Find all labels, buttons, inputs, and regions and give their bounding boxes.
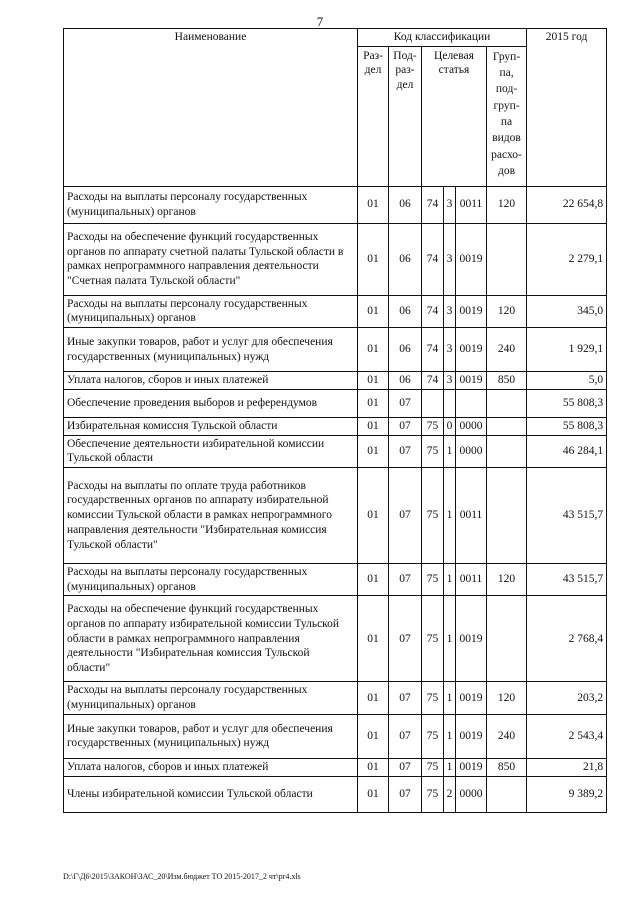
cell-t2: 3 [444, 186, 456, 223]
cell-razdel: 01 [358, 389, 389, 417]
cell-razdel: 01 [358, 435, 389, 467]
cell-vr [487, 417, 527, 435]
cell-name: Расходы на выплаты персоналу государственных (муниципальных) органов [64, 682, 358, 714]
cell-t3: 0011 [456, 186, 487, 223]
cell-t3 [456, 389, 487, 417]
cell-vr: 120 [487, 186, 527, 223]
table-row [64, 295, 607, 327]
cell-t3: 0019 [456, 596, 487, 682]
cell-podrazdel: 07 [389, 468, 422, 564]
cell-t2: 3 [444, 223, 456, 295]
cell-t3: 0019 [456, 758, 487, 776]
header-podrazdel: Под- раз- дел [389, 46, 422, 186]
table-row [64, 389, 607, 417]
cell-razdel: 01 [358, 564, 389, 596]
cell-podrazdel: 07 [389, 714, 422, 758]
cell-t1: 74 [422, 328, 444, 372]
cell-amount: 2 768,4 [527, 596, 607, 682]
cell-podrazdel: 06 [389, 186, 422, 223]
cell-vr [487, 596, 527, 682]
cell-vr: 240 [487, 714, 527, 758]
cell-podrazdel: 07 [389, 389, 422, 417]
cell-amount: 2 543,4 [527, 714, 607, 758]
cell-t2: 1 [444, 564, 456, 596]
cell-name: Расходы на обеспечение функций государственных органов по аппарату избирательной комиссии Тульской области в рамках непрограммного направления деятельности "Избирательная комиссия Тульской области" [64, 596, 358, 682]
cell-t3: 0019 [456, 372, 487, 390]
cell-t2: 3 [444, 328, 456, 372]
table-row [64, 564, 607, 596]
cell-name: Расходы на выплаты персоналу государственных (муниципальных) органов [64, 295, 358, 327]
cell-razdel: 01 [358, 596, 389, 682]
cell-vr: 120 [487, 295, 527, 327]
cell-podrazdel: 06 [389, 372, 422, 390]
cell-t1: 75 [422, 564, 444, 596]
page-number: 7 [316, 14, 324, 29]
cell-podrazdel: 07 [389, 776, 422, 812]
cell-vr [487, 435, 527, 467]
cell-razdel: 01 [358, 328, 389, 372]
cell-t3: 0000 [456, 417, 487, 435]
cell-t2: 1 [444, 682, 456, 714]
header-razdel: Раз- дел [358, 46, 389, 186]
cell-t2: 1 [444, 468, 456, 564]
cell-t3: 0019 [456, 714, 487, 758]
cell-t2 [444, 389, 456, 417]
cell-podrazdel: 07 [389, 417, 422, 435]
cell-vr: 850 [487, 372, 527, 390]
cell-vr [487, 389, 527, 417]
cell-name: Расходы на выплаты персоналу государственных (муниципальных) органов [64, 564, 358, 596]
table-row [64, 223, 607, 295]
cell-t3: 0019 [456, 682, 487, 714]
header-year: 2015 год [527, 29, 607, 187]
budget-table [63, 28, 607, 813]
cell-razdel: 01 [358, 714, 389, 758]
cell-amount: 43 515,7 [527, 564, 607, 596]
cell-t1: 74 [422, 223, 444, 295]
table-row [64, 682, 607, 714]
cell-name: Расходы на выплаты по оплате труда работников государственных органов по аппарату избирательной комиссии Тульской области в рамках непрограммного направления деятельности "Избирательная комиссия Тульской области" [64, 468, 358, 564]
cell-t1: 75 [422, 435, 444, 467]
cell-amount: 203,2 [527, 682, 607, 714]
cell-vr: 120 [487, 564, 527, 596]
cell-razdel: 01 [358, 186, 389, 223]
cell-name: Уплата налогов, сборов и иных платежей [64, 758, 358, 776]
cell-podrazdel: 06 [389, 328, 422, 372]
cell-amount: 46 284,1 [527, 435, 607, 467]
cell-t2: 2 [444, 776, 456, 812]
table-row [64, 714, 607, 758]
cell-t3: 0000 [456, 776, 487, 812]
cell-name: Иные закупки товаров, работ и услуг для обеспечения государственных (муниципальных) нужд [64, 714, 358, 758]
cell-razdel: 01 [358, 417, 389, 435]
header-target: Целевая статья [422, 46, 487, 186]
cell-t3: 0011 [456, 468, 487, 564]
cell-podrazdel: 06 [389, 295, 422, 327]
cell-amount: 1 929,1 [527, 328, 607, 372]
cell-t2: 1 [444, 714, 456, 758]
cell-amount: 22 654,8 [527, 186, 607, 223]
table-row [64, 417, 607, 435]
cell-name: Члены избирательной комиссии Тульской области [64, 776, 358, 812]
cell-t2: 1 [444, 435, 456, 467]
cell-t1: 75 [422, 758, 444, 776]
cell-podrazdel: 07 [389, 564, 422, 596]
cell-razdel: 01 [358, 682, 389, 714]
cell-razdel: 01 [358, 295, 389, 327]
cell-vr [487, 468, 527, 564]
table-body [64, 186, 607, 812]
cell-t1: 75 [422, 596, 444, 682]
cell-t2: 1 [444, 596, 456, 682]
header-code: Код классификации [358, 29, 527, 47]
cell-vr: 850 [487, 758, 527, 776]
cell-podrazdel: 07 [389, 596, 422, 682]
cell-podrazdel: 06 [389, 223, 422, 295]
cell-t1: 74 [422, 372, 444, 390]
cell-amount: 55 808,3 [527, 389, 607, 417]
cell-amount: 5,0 [527, 372, 607, 390]
cell-t1: 75 [422, 417, 444, 435]
cell-t2: 3 [444, 295, 456, 327]
table-row [64, 596, 607, 682]
file-path-footer: D:\Г\Д6\2015\ЗАКОН\ЗАС_20\Изм.бюджет ТО 2015-2017_2 чт\pr4.xls [63, 872, 301, 881]
cell-vr: 240 [487, 328, 527, 372]
cell-razdel: 01 [358, 372, 389, 390]
cell-razdel: 01 [358, 468, 389, 564]
cell-amount: 43 515,7 [527, 468, 607, 564]
cell-name: Обеспечение проведения выборов и референдумов [64, 389, 358, 417]
cell-t2: 1 [444, 758, 456, 776]
table-row [64, 435, 607, 467]
table-row [64, 468, 607, 564]
table-row [64, 372, 607, 390]
cell-name: Обеспечение деятельности избирательной комиссии Тульской области [64, 435, 358, 467]
cell-vr [487, 776, 527, 812]
table-row [64, 776, 607, 812]
cell-t2: 3 [444, 372, 456, 390]
cell-t3: 0000 [456, 435, 487, 467]
cell-t1: 74 [422, 186, 444, 223]
cell-t1: 75 [422, 468, 444, 564]
cell-amount: 9 389,2 [527, 776, 607, 812]
cell-amount: 21,8 [527, 758, 607, 776]
table-row [64, 758, 607, 776]
cell-t3: 0019 [456, 223, 487, 295]
cell-t1: 74 [422, 295, 444, 327]
cell-name: Расходы на обеспечение функций государственных органов по аппарату счетной палаты Тульской области в рамках непрограммного направления деятельности "Счетная палата Тульской области" [64, 223, 358, 295]
cell-vr: 120 [487, 682, 527, 714]
cell-t1 [422, 389, 444, 417]
cell-podrazdel: 07 [389, 435, 422, 467]
cell-t3: 0019 [456, 295, 487, 327]
cell-podrazdel: 07 [389, 758, 422, 776]
cell-amount: 2 279,1 [527, 223, 607, 295]
header-group: Груп- па, под- груп- па видов расхо- дов [487, 46, 527, 186]
cell-amount: 55 808,3 [527, 417, 607, 435]
cell-razdel: 01 [358, 758, 389, 776]
cell-t2: 0 [444, 417, 456, 435]
cell-razdel: 01 [358, 776, 389, 812]
cell-t3: 0011 [456, 564, 487, 596]
cell-name: Избирательная комиссия Тульской области [64, 417, 358, 435]
cell-vr [487, 223, 527, 295]
cell-name: Расходы на выплаты персоналу государственных (муниципальных) органов [64, 186, 358, 223]
cell-amount: 345,0 [527, 295, 607, 327]
table-row [64, 186, 607, 223]
cell-razdel: 01 [358, 223, 389, 295]
cell-name: Иные закупки товаров, работ и услуг для обеспечения государственных (муниципальных) нужд [64, 328, 358, 372]
cell-t1: 75 [422, 714, 444, 758]
table-row [64, 328, 607, 372]
cell-t1: 75 [422, 682, 444, 714]
header-name: Наименование [64, 29, 358, 187]
cell-podrazdel: 07 [389, 682, 422, 714]
cell-name: Уплата налогов, сборов и иных платежей [64, 372, 358, 390]
cell-t1: 75 [422, 776, 444, 812]
cell-t3: 0019 [456, 328, 487, 372]
